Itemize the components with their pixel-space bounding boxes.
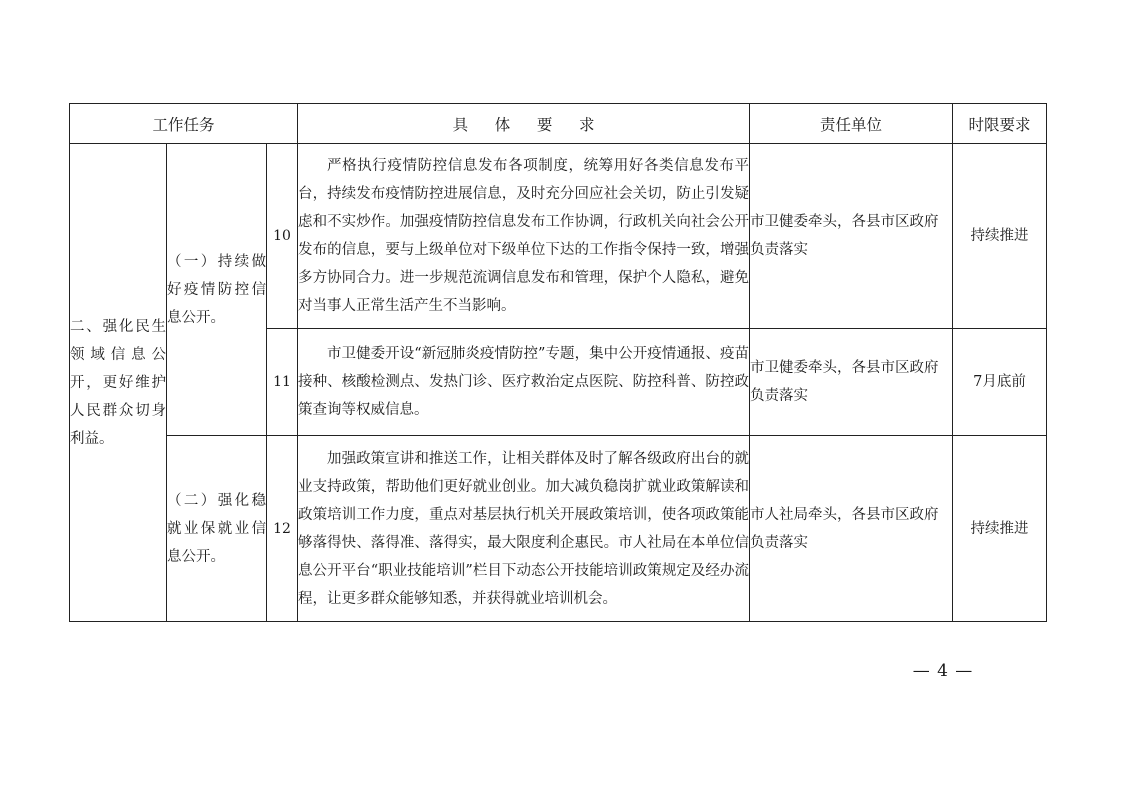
page-number: — 4 —	[912, 661, 974, 681]
deadline-cell	[953, 329, 1047, 436]
header-row	[70, 104, 1047, 144]
deadline-text: 7月底前	[973, 374, 1026, 390]
unit-text: 市卫健委牵头，各县市区政府负责落实	[750, 214, 939, 258]
requirement-text: 加强政策宣讲和推送工作，让相关群体及时了解各级政府出台的就业支持政策，帮助他们更好就业创业。加大减负稳岗扩就业政策解读和政策培训工作力度，重点对基层执行机关开展政策培训，使各项政策能够落得快、落得准、落得实，最大限度利企惠民。市人社局在本单位信息公开平台“职业技能培训”栏目下动态公开技能培训政策规定及经办流程，让更多群众能够知悉，并获得就业培训机会。	[298, 450, 750, 607]
table-row	[70, 436, 1047, 622]
row-number: 12	[267, 436, 298, 622]
deadline-text: 持续推进	[970, 520, 1029, 537]
unit-cell	[750, 329, 953, 436]
main-task-text: 二、强化民生领域信息公开，更好维护人民群众切身利益。	[70, 318, 166, 447]
requirement-cell	[298, 144, 750, 329]
deadline-text: 持续推进	[970, 228, 1029, 244]
header-requirement: 具 体 要 求	[298, 104, 750, 144]
unit-cell	[750, 144, 953, 329]
unit-cell	[750, 436, 953, 622]
unit-text: 市卫健委牵头，各县市区政府负责落实	[750, 360, 939, 404]
subtask-cell	[167, 436, 267, 622]
requirement-text: 严格执行疫情防控信息发布各项制度，统筹用好各类信息发布平台，持续发布疫情防控进展信息，及时充分回应社会关切，防止引发疑虑和不实炒作。加强疫情防控信息发布工作协调，行政机关向社会公开发布的信息，要与上级单位对下级单位下达的工作指令保持一致，增强多方协同合力。进一步规范流调信息发布和管理，保护个人隐私，避免对当事人正常生活产生不当影响。	[298, 158, 750, 314]
subtask-cell	[167, 144, 267, 436]
subtask-text: （二）强化稳就业保就业信息公开。	[167, 492, 266, 565]
unit-text: 市人社局牵头，各县市区政府负责落实	[750, 506, 939, 551]
row-number: 10	[267, 144, 298, 329]
header-task: 工作任务	[70, 104, 298, 144]
requirement-cell	[298, 329, 750, 436]
main-task-cell	[70, 144, 167, 622]
header-deadline: 时限要求	[953, 104, 1047, 144]
requirement-cell	[298, 436, 750, 622]
table-row	[70, 144, 1047, 329]
deadline-cell	[953, 144, 1047, 329]
task-table	[69, 103, 1047, 622]
requirement-text: 市卫健委开设“新冠肺炎疫情防控”专题，集中公开疫情通报、疫苗接种、核酸检测点、发热门诊、医疗救治定点医院、防控科普、防控政策查询等权威信息。	[298, 346, 750, 418]
subtask-text: （一）持续做好疫情防控信息公开。	[167, 253, 266, 326]
deadline-cell	[953, 436, 1047, 622]
row-number: 11	[267, 329, 298, 436]
header-unit: 责任单位	[750, 104, 953, 144]
